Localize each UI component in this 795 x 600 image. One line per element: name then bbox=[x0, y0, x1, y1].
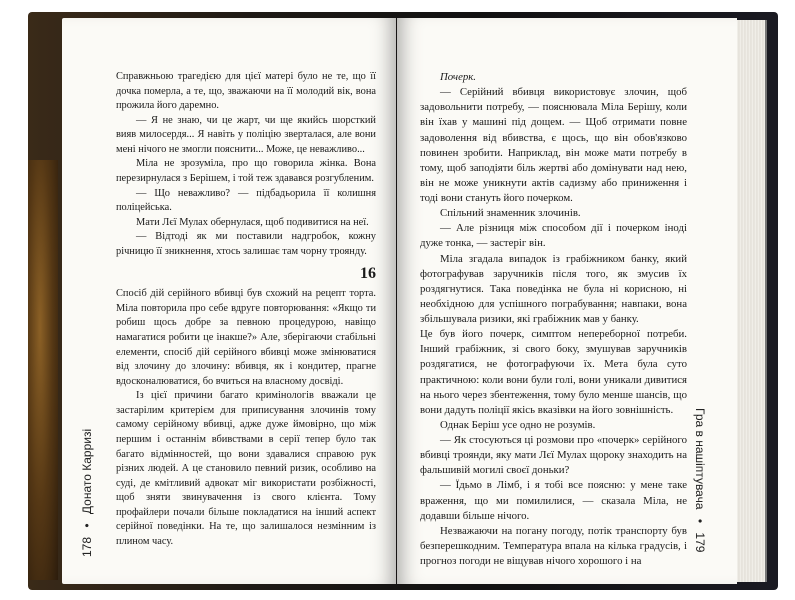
paragraph: Спосіб дій серійного вбивці був схожий на рецепт торта. Міла повторила про себе вдруге повторювання: «Якщо ти робиш щось добре за певною процедурою, навіщо намагатися робити це інакше?» Але, зберігаючи стабільні елементи, спосіб дій серійного вбивці може змінюватися від злочину до злочину: вбивця, як і кондитер, прагне вдосконалюватися, бо вчиться на власному досвіді. bbox=[116, 288, 376, 387]
paragraph: Незважаючи на погану погоду, потік транспорту був безперешкодним. Температура впала на кілька градусів, і прогноз погоди не віщував нічого хорошого і на bbox=[420, 524, 687, 567]
paragraph: — Як стосуються ці розмови про «почерк» серійного вбивці троянди, яку мати Лєї Мулах щороку знаходить на фальшивій могилі своєї доньки? bbox=[420, 434, 687, 477]
header-separator: • bbox=[693, 518, 707, 524]
paragraph: Це був його почерк, симптом непереборної потреби. Інший грабіжник, зі свого боку, змушував заручників роздягатися, не фотографуючи їх. Мета була суто практичною: коли вони були голі, вони уникали дивитися на нього через збентеження, тому було менше шансів, що вони дадуть поліції якісь вказівки на його зовнішність. bbox=[420, 328, 687, 416]
paragraph: Міла не зрозуміла, про що говорила жінка. Вона перезирнулася з Берішем, і той теж здавався розгубленим. bbox=[116, 158, 376, 184]
left-page-text bbox=[116, 70, 376, 549]
paragraph: Мати Лєї Мулах обернулася, щоб подивитися на неї. bbox=[136, 216, 369, 228]
right-page-text bbox=[420, 70, 687, 569]
paragraph: Із цієї причини багато кримінологів вважали це застарілим критерієм для приписування злочинів тому самому серійному вбивці, адже дуже ймовірно, що між першим і останнім вбивствами в серії тепер було так багато відмінностей, що вони здавалися справою рук різних людей. А це становило певний ризик, особливо на суді, де кмітливий адвокат міг використати розбіжності, щоб зняти звинувачення із свого клієнта. Тому профайлери почали більше покладатися на інший аспект серійної поведінки. На те, що залишалося незмінним із плином часу. bbox=[116, 390, 376, 547]
page-edges bbox=[737, 20, 767, 582]
paragraph: Однак Беріш усе одно не розумів. bbox=[440, 418, 596, 431]
paragraph: — Але різниця між способом дії і почерком іноді дуже тонка, — застеріг він. bbox=[420, 222, 687, 250]
paragraph: — Я не знаю, чи це жарт, чи ще якийсь шорсткий вияв милосердя... Я навіть у поліцію зверталася, але вони мені нічого не змогли пояснити... Може, це неважливо... bbox=[116, 114, 376, 155]
chapter-number: 16 bbox=[360, 265, 376, 283]
paragraph: — Їдьмо в Лімб, і я тобі все поясню: у мене таке враження, що ми помилилися, — сказала Міла, не додавши більше нічого. bbox=[420, 479, 687, 522]
paragraph: Справжньою трагедією для цієї матері було не те, що її дочка померла, а те, що, зважаючи на її молодий вік, вона прожила його даремно. bbox=[116, 71, 376, 112]
right-running-header bbox=[693, 405, 707, 555]
right-page-number: 179 bbox=[693, 532, 707, 553]
left-running-header bbox=[80, 426, 94, 560]
author-name: Донато Карризі bbox=[80, 428, 94, 515]
paragraph: — Серійний вбивця використовує злочин, щоб задовольнити потребу, — пояснювала Міла Берішу, коли він їхав у машині під дощем. — Щоб отримати повне задоволення від вбивства, є щось, що він обов'язково повинен зробити. Наприклад, він може мати потребу в тому, щоб заподіяти біль жертві або домінувати над нею, він не може уникнути актів садизму або приниження і тоді вони стануть його почерком. bbox=[420, 86, 687, 204]
paragraph: Спільний знаменник злочинів. bbox=[440, 207, 581, 220]
paragraph: — Що неважливо? — підбадьорила її колишня поліцейська. bbox=[116, 187, 376, 214]
cover-artwork bbox=[28, 160, 58, 580]
header-separator: • bbox=[80, 523, 94, 528]
left-page-number: 178 bbox=[80, 536, 94, 557]
book-title: Гра в нашіптувача bbox=[693, 408, 707, 510]
paragraph: — Відтоді як ми поставили надгробок, кожну річницю її зникнення, хтось залишає там чорну троянду. bbox=[116, 231, 376, 257]
section-heading: Почерк. bbox=[440, 71, 477, 83]
paragraph: Міла згадала випадок із грабіжником банку, який фотографував заручників після того, як змусив їх роздягнутися. Така поведінка не була ні корисною, ні необхідною для успішного пограбування; навпаки, вона збільшувала ризики, які грабіжник мав у банку. bbox=[420, 252, 687, 325]
